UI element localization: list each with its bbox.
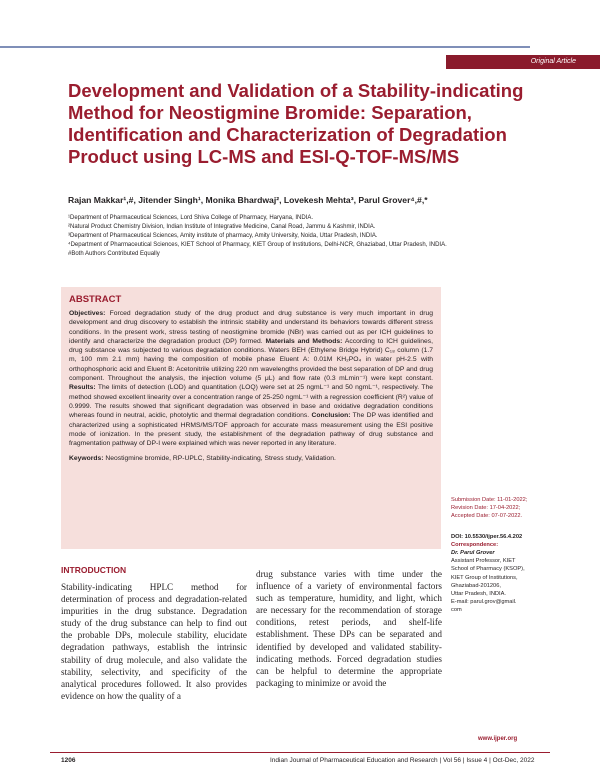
submission-date: Submission Date: 11-01-2022;	[451, 497, 528, 503]
intro-column-1: Stability-indicating HPLC method for determination of process and degradation-related impurities in the drug substance. Degradation study of the drug substance can help to find out the probable DPs, molecule stability, elucidate degradation pathways, establish the intrinsic stability of drug molecule, and also validate the stability, selectivity, and specificity of the analytical procedures followed. It also provides evidence on how the quality of a	[61, 582, 247, 701]
correspondence-name: Dr. Parul Grover	[451, 550, 495, 557]
methods-label: Materials and Methods:	[265, 337, 343, 345]
conclusion-label: Conclusion:	[311, 412, 351, 420]
footer-rule	[50, 752, 550, 753]
revision-date: Revision Date: 17-04-2022;	[451, 505, 521, 512]
corr-line: Ghaziabad-201206,	[451, 582, 501, 589]
header-rule	[0, 46, 530, 48]
corr-line: KIET Group of Institutions,	[451, 574, 518, 581]
article-info-sidebar	[451, 496, 566, 615]
corr-line: School of Pharmacy (KSOP),	[451, 566, 525, 573]
article-type-badge: Original Article	[446, 55, 600, 69]
conclusion-text: The DP was identified and characterized using a sophisticated HRMS/MS/TOF approach for accurate mass measurement using the ESI positive mode of ionization. In the present study, the establishment of the degradation pathway of drug substance and fragmentation pathway of DP-I were explained which was never reported in any literature.	[69, 412, 433, 448]
affiliation-2: ²Natural Product Chemistry Division, Indian Institute of Integrative Medicine, Canal Road, Jammu & Kashmir, INDIA.	[68, 224, 376, 230]
article-title: Development and Validation of a Stability-indicating Method for Neostigmine Bromide: Separation, Identification and Characterization of Degradation Product using LC-MS and ESI-Q-TOF-MS/MS	[68, 80, 524, 167]
journal-url[interactable]: www.ijper.org	[478, 736, 518, 742]
keywords-text: Neostigmine bromide, RP-UPLC, Stability-indicating, Stress study, Validation.	[103, 455, 336, 463]
abstract-box	[61, 287, 441, 549]
correspondence-heading: Correspondence:	[451, 541, 499, 548]
results-text: The limits of detection (LOD) and quantitation (LOQ) were set at 25 ngmL⁻¹ and 50 ngmL⁻¹, respectively. The method showed excellent linearity over a concentration range of 25-250 ngmL⁻¹ with a regression coefficient (R²) value of 0.9999. The results showed that significant degradation was observed in base and oxidative degradation conditions whereas found in neutral, acidic, photolytic and thermal degradation conditions.	[69, 384, 433, 420]
page-number: 1206	[61, 757, 76, 764]
accepted-date: Accepted Date: 07-07-2022.	[451, 513, 523, 520]
corr-line: Assistant Professor, KIET	[451, 558, 516, 565]
affiliation-3: ³Department of Pharmaceutical Sciences, Amity institute of pharmacy, Amity University, Noida, Uttar Pradesh, INDIA.	[68, 233, 378, 239]
intro-column-2: drug substance varies with time under the influence of a variety of environmental factors such as temperature, humidity, and light, which are necessary for the recommendation of storage conditions, retest periods, and shelf-life establishment. These DPs can be separated and identified by developed and validated stability-indicating methods. Forced degradation studies can be helpful to determine the appropriate packaging to minimize or avoid the	[256, 569, 442, 688]
corr-email-cont: com	[451, 607, 462, 614]
affiliation-4: ⁴Department of Pharmaceutical Sciences, KIET School of Pharmacy, KIET Group of Institutions, Delhi-NCR, Ghaziabad, Uttar Pradesh, INDIA.	[68, 242, 447, 248]
corr-line: Uttar Pradesh, INDIA.	[451, 591, 506, 598]
affiliations	[68, 214, 538, 259]
author-list: Rajan Makkar¹,#, Jitender Singh¹, Monika Bhardwaj², Lovekesh Mehta³, Parul Grover⁴,#,*	[68, 195, 428, 205]
doi[interactable]: DOI: 10.5530/ijper.56.4.202	[451, 533, 523, 540]
keywords	[69, 455, 433, 462]
abstract-body	[69, 309, 433, 448]
results-label: Results:	[69, 384, 96, 392]
affiliation-1: ¹Department of Pharmaceutical Sciences, Lord Shiva College of Pharmacy, Haryana, INDIA.	[68, 215, 313, 221]
objectives-label: Objectives:	[69, 310, 106, 317]
introduction-heading: INTRODUCTION	[61, 565, 127, 575]
affiliation-note: #Both Authors Contributed Equally	[68, 251, 160, 257]
abstract-heading: ABSTRACT	[69, 294, 122, 305]
keywords-label: Keywords:	[69, 455, 104, 463]
corr-email[interactable]: E-mail: parul.grov@gmail.	[451, 599, 517, 606]
journal-citation: Indian Journal of Pharmaceutical Education and Research | Vol 56 | Issue 4 | Oct-Dec, 2022	[270, 757, 535, 764]
methods-text: According to ICH guidelines, drug substance was subjected to various degradation conditions. Waters BEH (Ethylene Bridge Hybrid) C₁₈ column (1.7 m, 100 mm 2.1 mm) having the composition of mobile phase Eluent A: 0.01M KH₂PO₄ in water pH-2.5 with orthophosphoric acid and Eluent B: Acetonitrile utilizing 220 nm wavelengths provided the best separation of DP and drug component. Throughout the analysis, the injection volume (5 μL) and flow rate (0.3 mLmin⁻¹) were kept constant.	[69, 337, 433, 383]
objectives-text: Forced degradation study of the drug product and drug substance is very much important in drug development and drug discovery to establish the intrinsic stability and understand its behaviors towards different stress conditions. In the present work, stress testing of neostigmine bromide (NBr) was carried out as per ICH guidelines to identify and characterize the degradation product (DP) formed.	[69, 310, 433, 345]
